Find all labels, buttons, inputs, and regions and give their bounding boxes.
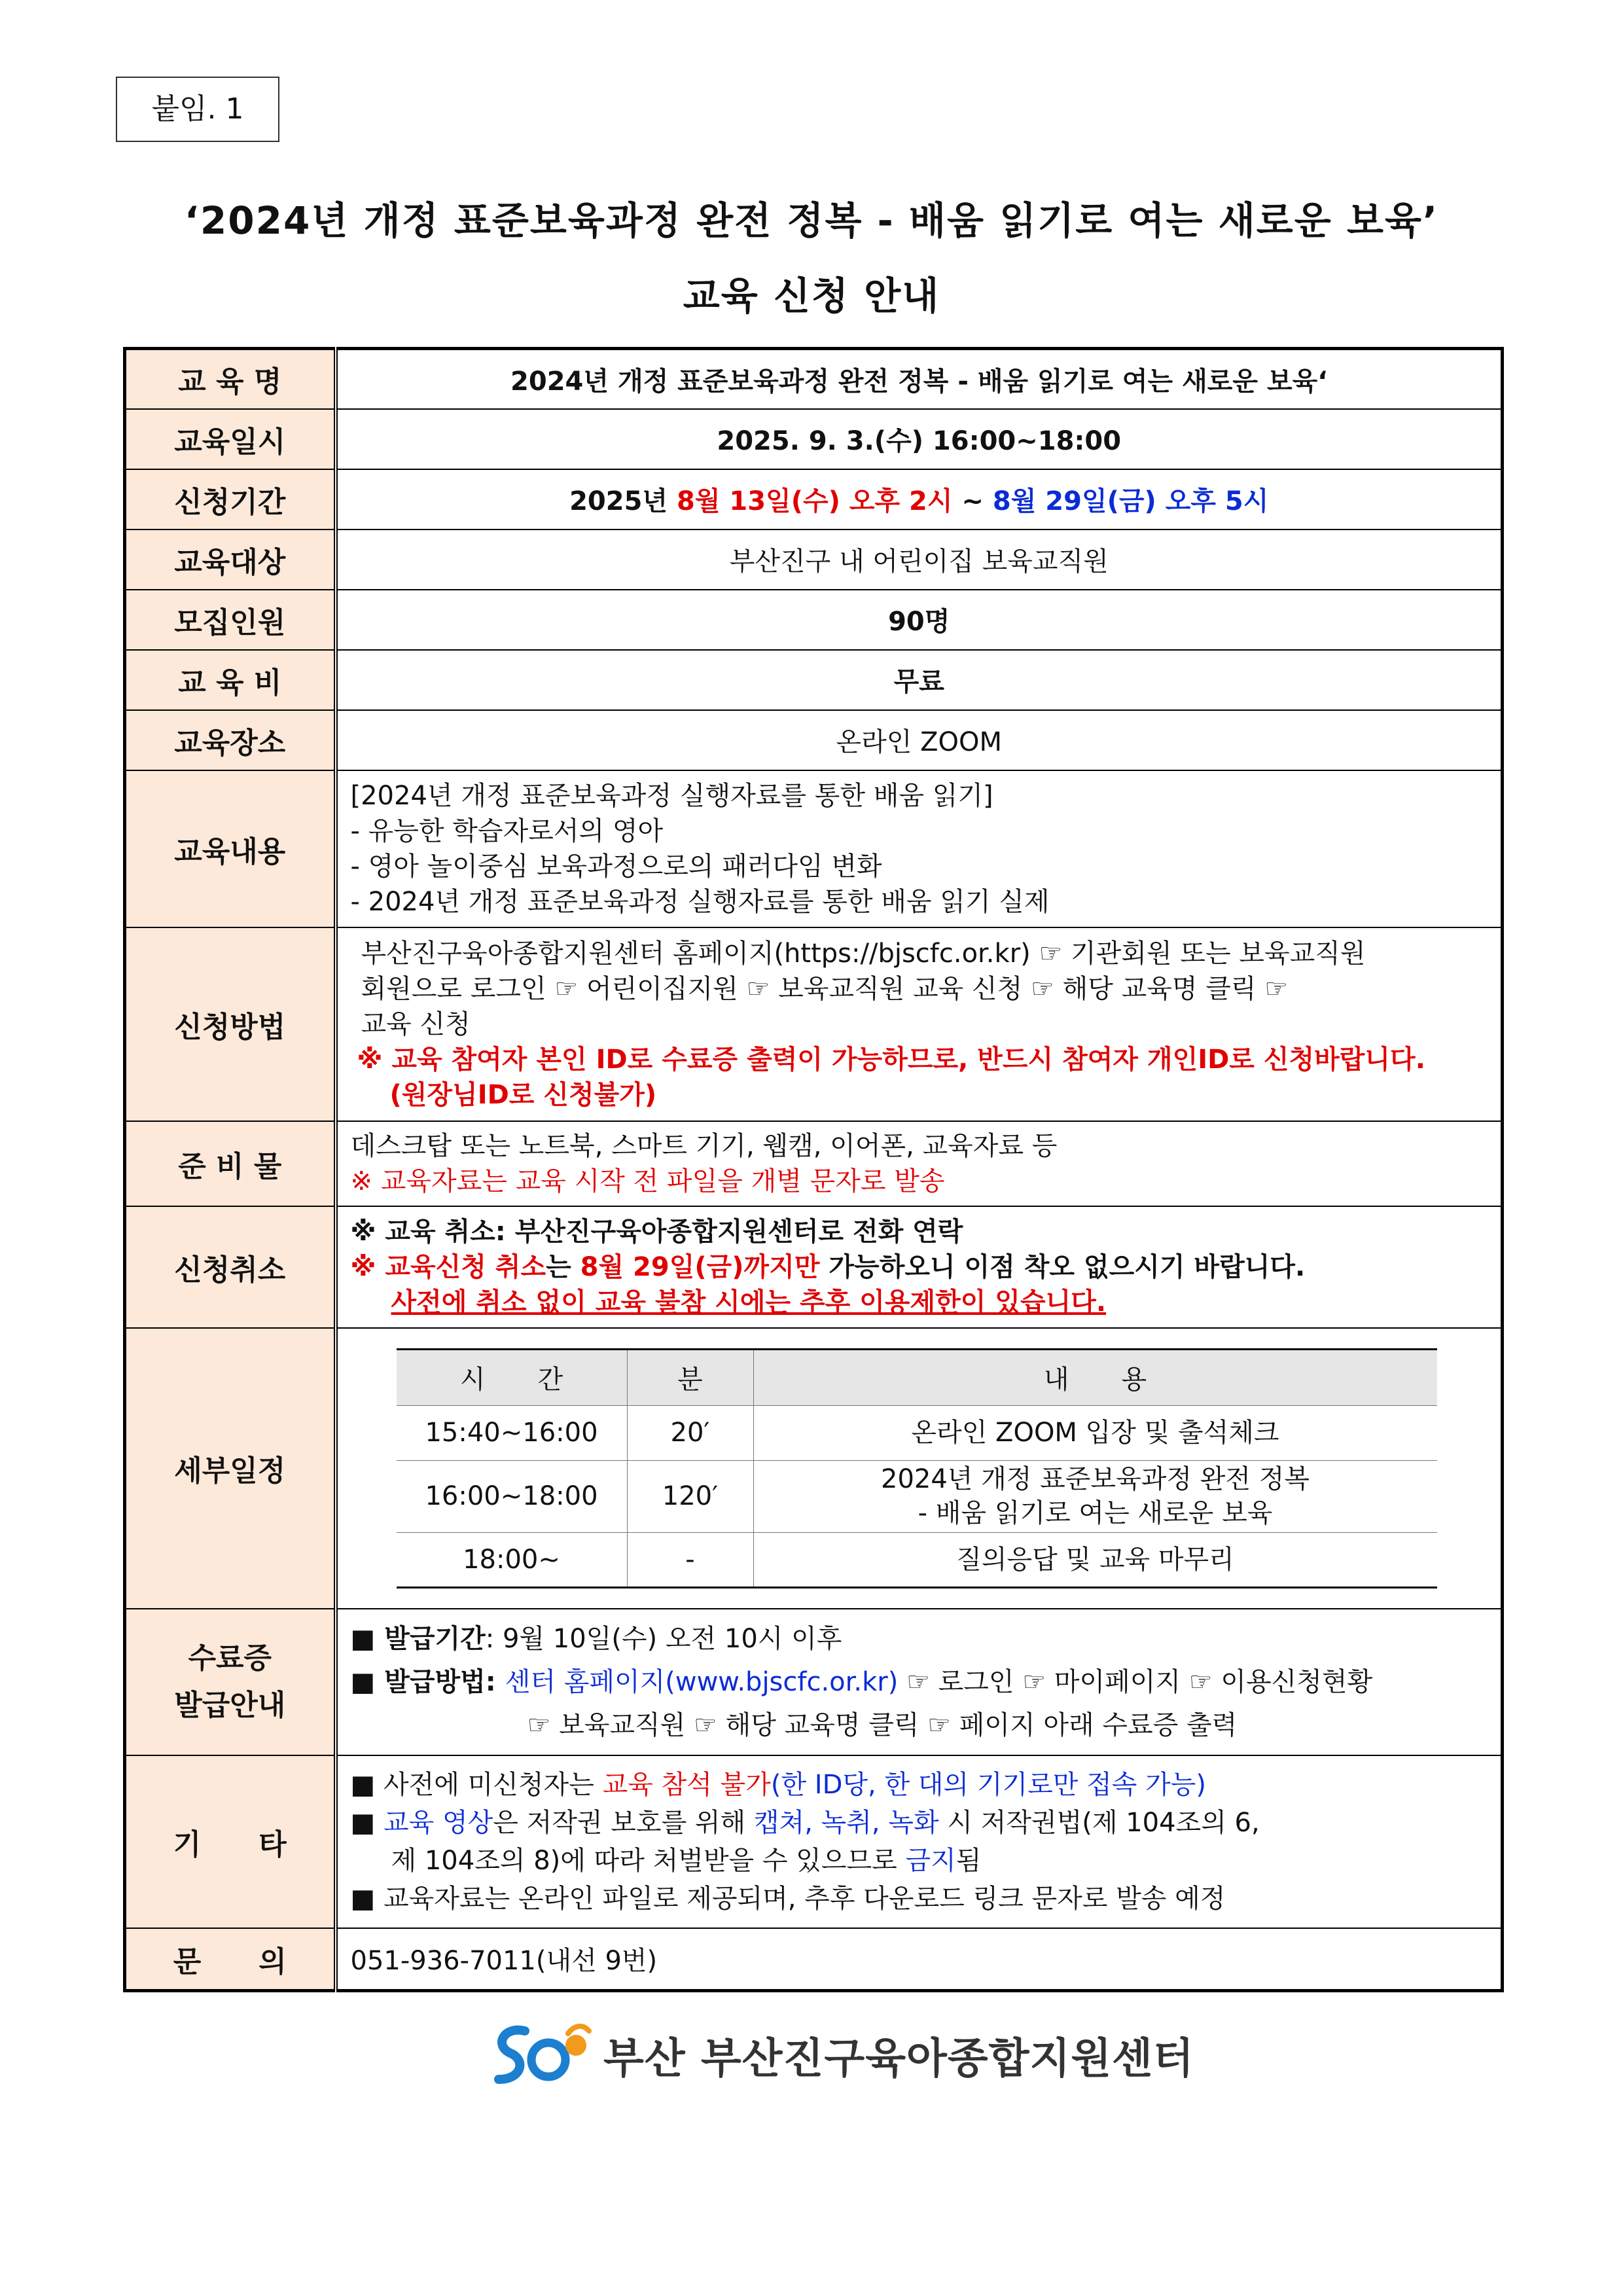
- row-apply: [125, 927, 1503, 1121]
- apply-line: 부산진구육아종합지원센터 홈페이지(https://bjscfc.or.kr) ☞ 기관회원 또는 보육교직원: [361, 938, 1366, 969]
- label-cancel: 신청취소: [125, 1206, 336, 1328]
- row-contact: [125, 1928, 1503, 1991]
- schedule-time: 18:00~: [397, 1532, 628, 1587]
- etc-highlight: 캡쳐, 녹취, 녹화: [753, 1807, 939, 1838]
- cancel-line: ※ 교육 취소: 부산진구육아종합지원센터로 전화 연락: [350, 1216, 963, 1247]
- certificate-period-label: ■ 발급기간: [350, 1623, 486, 1654]
- label-certificate: [125, 1609, 336, 1755]
- cancel-warning: 사전에 취소 없이 교육 불참 시에는 추후 이용제한이 있습니다.: [391, 1287, 1107, 1318]
- schedule-content: 온라인 ZOOM 입장 및 출석체크: [753, 1405, 1437, 1460]
- schedule-content-line: 2024년 개정 표준보육과정 완전 정복: [881, 1464, 1310, 1494]
- certificate-period-value: : 9월 10일(수) 오전 10시 이후: [485, 1623, 842, 1654]
- supplies-note: ※ 교육자료는 교육 시작 전 파일을 개별 문자로 발송: [350, 1166, 945, 1196]
- schedule-table: [397, 1348, 1437, 1588]
- content-line: - 영아 놀이중심 보육과정으로의 패러다임 변화: [350, 851, 882, 882]
- period-start: 8월 13일(수) 오후 2시: [677, 486, 953, 516]
- table-row: [397, 1460, 1437, 1532]
- schedule-time: 15:40~16:00: [397, 1405, 628, 1460]
- row-supplies: [125, 1121, 1503, 1206]
- apply-note: ※ 교육 참여자 본인 ID로 수료증 출력이 가능하므로, 반드시 참여자 개인ID로 신청바랍니다.: [357, 1044, 1425, 1075]
- etc-line: [351, 1804, 1488, 1842]
- schedule-header: [397, 1349, 1437, 1405]
- value-capacity: 90명: [336, 590, 1503, 650]
- certificate-label-line: 발급안내: [174, 1688, 286, 1722]
- label-etc: 기 타: [125, 1755, 336, 1928]
- value-contact: 051-936-7011(내선 9번): [336, 1928, 1503, 1991]
- supplies-line: 데스크탑 또는 노트북, 스마트 기기, 웹캠, 이어폰, 교육자료 등: [350, 1130, 1058, 1161]
- content-line: [2024년 개정 표준보육과정 실행자료를 통한 배움 읽기]: [350, 780, 993, 811]
- row-content: [125, 770, 1503, 927]
- certificate-method: [351, 1660, 1488, 1704]
- cancel-label: ※ 교육신청 취소: [350, 1251, 546, 1282]
- label-schedule: 세부일정: [125, 1328, 336, 1609]
- row-cancel: [125, 1206, 1503, 1328]
- value-fee: 무료: [336, 650, 1503, 710]
- label-fee: 교 육 비: [125, 650, 336, 710]
- cancel-line: [351, 1249, 1488, 1285]
- schedule-time: 16:00~18:00: [397, 1460, 628, 1532]
- etc-text: ■ 사전에 미신청자는: [350, 1769, 603, 1800]
- certificate-method-label: ■ 발급방법:: [350, 1666, 505, 1697]
- table-row: [397, 1532, 1437, 1587]
- row-schedule: [125, 1328, 1503, 1609]
- label-name: 교 육 명: [125, 349, 336, 409]
- label-contact: 문 의: [125, 1928, 336, 1991]
- apply-line: 회원으로 로그인 ☞ 어린이집지원 ☞ 보육교직원 교육 신청 ☞ 해당 교육명 클릭 ☞: [361, 973, 1289, 1004]
- value-schedule: [336, 1328, 1503, 1609]
- label-supplies: 준 비 물: [125, 1121, 336, 1206]
- center-logo-icon: [484, 2019, 596, 2091]
- certificate-label-line: 수료증: [188, 1641, 272, 1675]
- footer-org-name: 부산 부산진구육아종합지원센터: [603, 2035, 1194, 2083]
- value-certificate: [336, 1609, 1503, 1755]
- cancel-text: 가능하오니 이점 착오 없으시기 바랍니다.: [819, 1251, 1306, 1282]
- value-content: [336, 770, 1503, 927]
- etc-text: ■: [350, 1807, 384, 1838]
- etc-text: 은 저작권 보호를 위해: [493, 1807, 754, 1838]
- schedule-min: -: [627, 1532, 753, 1587]
- row-period: [125, 469, 1503, 529]
- certificate-method-rest: ☞ 로그인 ☞ 마이페이지 ☞ 이용신청현황: [898, 1666, 1373, 1697]
- row-name: [125, 349, 1503, 409]
- label-capacity: 모집인원: [125, 590, 336, 650]
- value-supplies: [336, 1121, 1503, 1206]
- row-certificate: [125, 1609, 1503, 1755]
- etc-highlight: 교육 참석 불가: [602, 1769, 771, 1800]
- schedule-content: [753, 1460, 1437, 1532]
- etc-highlight: (한 ID당, 한 대의 기기로만 접속 가능): [770, 1769, 1206, 1800]
- attachment-label: 붙임. 1: [116, 77, 279, 142]
- value-target: 부산진구 내 어린이집 보육교직원: [336, 529, 1503, 590]
- schedule-header-content: 내 용: [753, 1349, 1437, 1405]
- content-line: - 유능한 학습자로서의 영아: [350, 816, 664, 846]
- schedule-content-line: - 배움 읽기로 여는 새로운 보육: [918, 1498, 1273, 1528]
- row-fee: [125, 650, 1503, 710]
- value-date: 2025. 9. 3.(수) 16:00~18:00: [336, 409, 1503, 469]
- label-target: 교육대상: [125, 529, 336, 590]
- row-venue: [125, 710, 1503, 770]
- etc-line: ■ 교육자료는 온라인 파일로 제공되며, 추후 다운로드 링크 문자로 발송 예정: [350, 1883, 1226, 1914]
- value-venue: 온라인 ZOOM: [336, 710, 1503, 770]
- schedule-min: 120′: [627, 1460, 753, 1532]
- document-subtitle: 교육 신청 안내: [683, 274, 940, 318]
- homepage-link[interactable]: 센터 홈페이지(www.bjscfc.or.kr): [505, 1666, 899, 1697]
- certificate-method-line2: ☞ 보육교직원 ☞ 해당 교육명 클릭 ☞ 페이지 아래 수료증 출력: [527, 1710, 1238, 1740]
- etc-highlight: 금지: [905, 1845, 956, 1876]
- etc-highlight: 교육 영상: [383, 1807, 493, 1838]
- row-target: [125, 529, 1503, 590]
- document-title: ‘2024년 개정 표준보육과정 완전 정복 - 배움 읽기로 여는 새로운 보육’: [184, 198, 1439, 243]
- schedule-content: 질의응답 및 교육 마무리: [753, 1532, 1437, 1587]
- label-content: 교육내용: [125, 770, 336, 927]
- value-apply: [336, 927, 1503, 1121]
- label-apply: 신청방법: [125, 927, 336, 1121]
- etc-line: [351, 1842, 1488, 1880]
- schedule-header-min: 분: [627, 1349, 753, 1405]
- row-date: [125, 409, 1503, 469]
- cancel-deadline: 8월 29일(금)까지만: [580, 1251, 820, 1282]
- etc-text: 제 104조의 8)에 따라 처벌받을 수 있으므로: [391, 1845, 906, 1876]
- apply-note-2: (원장님ID로 신청불가): [389, 1079, 657, 1110]
- value-name: 2024년 개정 표준보육과정 완전 정복 - 배움 읽기로 여는 새로운 보육‘: [336, 349, 1503, 409]
- info-table: [123, 347, 1504, 1992]
- schedule-min: 20′: [627, 1405, 753, 1460]
- row-capacity: [125, 590, 1503, 650]
- period-end: 8월 29일(금) 오후 5시: [992, 486, 1269, 516]
- label-period: 신청기간: [125, 469, 336, 529]
- content-line: - 2024년 개정 표준보육과정 실행자료를 통한 배움 읽기 실제: [350, 886, 1050, 917]
- etc-text: 시 저작권법(제 104조의 6,: [938, 1807, 1260, 1838]
- certificate-period: [351, 1617, 1488, 1660]
- value-cancel: [336, 1206, 1503, 1328]
- label-venue: 교육장소: [125, 710, 336, 770]
- schedule-header-time: 시 간: [397, 1349, 628, 1405]
- value-etc: [336, 1755, 1503, 1928]
- value-period: [336, 469, 1503, 529]
- table-row: [397, 1405, 1437, 1460]
- etc-text: 됨: [955, 1845, 982, 1876]
- apply-line: 교육 신청: [361, 1009, 471, 1039]
- period-sep: ~: [952, 486, 993, 516]
- row-etc: [125, 1755, 1503, 1928]
- footer: [484, 2019, 1194, 2091]
- etc-line: [351, 1766, 1488, 1804]
- label-date: 교육일시: [125, 409, 336, 469]
- cancel-text: 는: [546, 1251, 580, 1282]
- period-prefix: 2025년: [569, 486, 677, 516]
